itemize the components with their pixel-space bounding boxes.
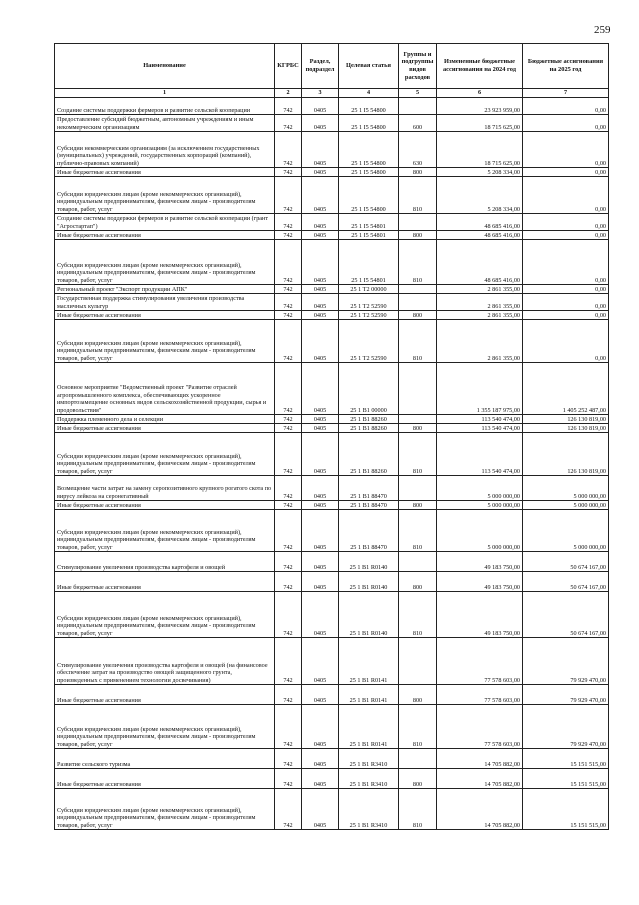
cell-target: 25 1 T2 52590 bbox=[339, 311, 399, 320]
cell-section: 0405 bbox=[302, 132, 339, 168]
cell-group bbox=[399, 363, 437, 415]
cell-section: 0405 bbox=[302, 177, 339, 214]
table-row bbox=[55, 168, 609, 177]
cell-amount-2024: 2 861 355,00 bbox=[437, 285, 523, 294]
cell-name: Иные бюджетные ассигнования bbox=[55, 501, 275, 510]
cell-target: 25 1 B1 R0140 bbox=[339, 552, 399, 572]
cell-amount-2025: 15 151 515,00 bbox=[523, 769, 609, 789]
cell-section: 0405 bbox=[302, 789, 339, 830]
cell-name: Государственная поддержка стимулирования увеличения производства масличных культур bbox=[55, 294, 275, 311]
cell-kgrbs: 742 bbox=[275, 214, 302, 231]
cell-group: 810 bbox=[399, 320, 437, 363]
cell-amount-2025: 0,00 bbox=[523, 231, 609, 240]
cell-kgrbs: 742 bbox=[275, 363, 302, 415]
header-2024: Измененные бюджетные ассигнования на 2024 год bbox=[437, 44, 523, 89]
cell-amount-2025: 0,00 bbox=[523, 132, 609, 168]
cell-section: 0405 bbox=[302, 214, 339, 231]
cell-name: Поддержка племенного дела и селекции bbox=[55, 415, 275, 424]
cell-amount-2025: 0,00 bbox=[523, 168, 609, 177]
cell-amount-2025: 0,00 bbox=[523, 214, 609, 231]
cell-section: 0405 bbox=[302, 311, 339, 320]
cell-group: 810 bbox=[399, 705, 437, 749]
cell-target: 25 1 B1 R0141 bbox=[339, 638, 399, 685]
cell-amount-2024: 113 540 474,00 bbox=[437, 424, 523, 433]
cell-section: 0405 bbox=[302, 115, 339, 132]
cell-section: 0405 bbox=[302, 572, 339, 592]
table-body bbox=[55, 98, 609, 830]
cell-name: Субсидии юридическим лицам (кроме некоммерческих организаций), индивидуальным предпринимателям, физическим лицам - производителям товаров, работ, услуг bbox=[55, 240, 275, 285]
cell-section: 0405 bbox=[302, 285, 339, 294]
cell-kgrbs: 742 bbox=[275, 294, 302, 311]
cell-amount-2024: 49 183 750,00 bbox=[437, 592, 523, 638]
cell-amount-2025: 50 674 167,00 bbox=[523, 552, 609, 572]
table-row bbox=[55, 501, 609, 510]
table-row bbox=[55, 638, 609, 685]
cell-amount-2024: 113 540 474,00 bbox=[437, 433, 523, 476]
cell-target: 25 1 I5 54801 bbox=[339, 240, 399, 285]
cell-amount-2024: 48 685 416,00 bbox=[437, 214, 523, 231]
cell-section: 0405 bbox=[302, 501, 339, 510]
cell-name: Возмещение части затрат на замену серопозитивного крупного рогатого скота по вирусу лейкоза на серонегативный bbox=[55, 476, 275, 501]
cell-group: 810 bbox=[399, 433, 437, 476]
cell-kgrbs: 742 bbox=[275, 476, 302, 501]
cell-kgrbs: 742 bbox=[275, 98, 302, 115]
cell-target: 25 1 B1 88470 bbox=[339, 476, 399, 501]
cell-amount-2024: 23 923 959,00 bbox=[437, 98, 523, 115]
cell-amount-2024: 14 705 882,00 bbox=[437, 789, 523, 830]
cell-name: Создание системы поддержки фермеров и развитие сельской кооперации bbox=[55, 98, 275, 115]
table-row bbox=[55, 98, 609, 115]
cell-amount-2025: 5 000 000,00 bbox=[523, 476, 609, 501]
table-row bbox=[55, 363, 609, 415]
table-row bbox=[55, 115, 609, 132]
cell-amount-2024: 5 208 334,00 bbox=[437, 177, 523, 214]
table-row bbox=[55, 592, 609, 638]
cell-section: 0405 bbox=[302, 685, 339, 705]
cell-amount-2025: 126 130 819,00 bbox=[523, 424, 609, 433]
cell-name: Субсидии юридическим лицам (кроме некоммерческих организаций), индивидуальным предпринимателям, физическим лицам - производителям товаров, работ, услуг bbox=[55, 320, 275, 363]
cell-kgrbs: 742 bbox=[275, 592, 302, 638]
cell-target: 25 1 I5 54800 bbox=[339, 132, 399, 168]
cell-group: 800 bbox=[399, 168, 437, 177]
cell-name: Предоставление субсидий бюджетным, автономным учреждениям и иным некоммерческим организациям bbox=[55, 115, 275, 132]
cell-target: 25 1 T2 52590 bbox=[339, 294, 399, 311]
cell-amount-2024: 18 715 625,00 bbox=[437, 132, 523, 168]
cell-amount-2024: 1 355 187 975,00 bbox=[437, 363, 523, 415]
cell-section: 0405 bbox=[302, 363, 339, 415]
table-row bbox=[55, 177, 609, 214]
cell-amount-2025: 126 130 819,00 bbox=[523, 433, 609, 476]
cell-kgrbs: 742 bbox=[275, 115, 302, 132]
table-row bbox=[55, 749, 609, 769]
cell-name: Иные бюджетные ассигнования bbox=[55, 572, 275, 592]
cell-kgrbs: 742 bbox=[275, 705, 302, 749]
column-number: 7 bbox=[523, 89, 609, 98]
cell-kgrbs: 742 bbox=[275, 769, 302, 789]
cell-group bbox=[399, 749, 437, 769]
cell-target: 25 1 B1 R3410 bbox=[339, 749, 399, 769]
cell-amount-2025: 79 929 470,00 bbox=[523, 685, 609, 705]
cell-amount-2025: 5 000 000,00 bbox=[523, 501, 609, 510]
cell-target: 25 1 B1 88260 bbox=[339, 415, 399, 424]
cell-kgrbs: 742 bbox=[275, 685, 302, 705]
cell-amount-2025: 0,00 bbox=[523, 115, 609, 132]
cell-target: 25 1 I5 54800 bbox=[339, 177, 399, 214]
cell-target: 25 1 B1 00000 bbox=[339, 363, 399, 415]
column-number: 6 bbox=[437, 89, 523, 98]
cell-kgrbs: 742 bbox=[275, 320, 302, 363]
cell-group bbox=[399, 285, 437, 294]
cell-name: Основное мероприятие "Ведомственный проект "Развитие отраслей агропромышленного комплекса, обеспечивающих ускоренное импортозамещение основных видов сельскохозяйственной продукции, сырья и продовольствия" bbox=[55, 363, 275, 415]
table-row bbox=[55, 552, 609, 572]
cell-name: Иные бюджетные ассигнования bbox=[55, 311, 275, 320]
table-row bbox=[55, 572, 609, 592]
cell-name: Субсидии юридическим лицам (кроме некоммерческих организаций), индивидуальным предпринимателям, физическим лицам - производителям товаров, работ, услуг bbox=[55, 510, 275, 552]
cell-name: Стимулирование увеличения производства картофеля и овощей (на финансовое обеспечение затрат на производство овощей защищенного грунта, произведенных с применением технологии досвечивания) bbox=[55, 638, 275, 685]
cell-kgrbs: 742 bbox=[275, 424, 302, 433]
cell-section: 0405 bbox=[302, 769, 339, 789]
cell-target: 25 1 B1 88470 bbox=[339, 510, 399, 552]
cell-group bbox=[399, 552, 437, 572]
cell-section: 0405 bbox=[302, 638, 339, 685]
cell-kgrbs: 742 bbox=[275, 231, 302, 240]
cell-group: 800 bbox=[399, 685, 437, 705]
cell-group: 800 bbox=[399, 501, 437, 510]
cell-target: 25 1 T2 52590 bbox=[339, 320, 399, 363]
cell-section: 0405 bbox=[302, 592, 339, 638]
cell-name: Иные бюджетные ассигнования bbox=[55, 769, 275, 789]
cell-kgrbs: 742 bbox=[275, 132, 302, 168]
cell-target: 25 1 B1 R0140 bbox=[339, 592, 399, 638]
cell-target: 25 1 I5 54800 bbox=[339, 98, 399, 115]
table-row bbox=[55, 476, 609, 501]
cell-name: Иные бюджетные ассигнования bbox=[55, 168, 275, 177]
table-row bbox=[55, 285, 609, 294]
header-kgrbs: КГРБС bbox=[275, 44, 302, 89]
cell-group: 800 bbox=[399, 311, 437, 320]
header-name: Наименование bbox=[55, 44, 275, 89]
cell-amount-2025: 0,00 bbox=[523, 320, 609, 363]
table-row bbox=[55, 294, 609, 311]
cell-amount-2024: 77 578 603,00 bbox=[437, 638, 523, 685]
cell-amount-2024: 49 183 750,00 bbox=[437, 552, 523, 572]
cell-section: 0405 bbox=[302, 320, 339, 363]
budget-table bbox=[54, 43, 609, 830]
cell-target: 25 1 I5 54800 bbox=[339, 115, 399, 132]
cell-kgrbs: 742 bbox=[275, 572, 302, 592]
cell-amount-2024: 77 578 603,00 bbox=[437, 685, 523, 705]
cell-amount-2025: 79 929 470,00 bbox=[523, 638, 609, 685]
cell-amount-2024: 14 705 882,00 bbox=[437, 769, 523, 789]
cell-group: 630 bbox=[399, 132, 437, 168]
column-number: 2 bbox=[275, 89, 302, 98]
cell-amount-2024: 2 861 355,00 bbox=[437, 294, 523, 311]
cell-target: 25 1 B1 R3410 bbox=[339, 769, 399, 789]
cell-group bbox=[399, 294, 437, 311]
cell-section: 0405 bbox=[302, 168, 339, 177]
cell-kgrbs: 742 bbox=[275, 311, 302, 320]
cell-name: Развитие сельского туризма bbox=[55, 749, 275, 769]
cell-target: 25 1 B1 R0141 bbox=[339, 685, 399, 705]
header-group: Группы и подгруппы видов расходов bbox=[399, 44, 437, 89]
cell-group: 800 bbox=[399, 231, 437, 240]
cell-section: 0405 bbox=[302, 415, 339, 424]
table-row bbox=[55, 320, 609, 363]
cell-amount-2025: 5 000 000,00 bbox=[523, 510, 609, 552]
cell-kgrbs: 742 bbox=[275, 240, 302, 285]
cell-amount-2025: 1 405 252 487,00 bbox=[523, 363, 609, 415]
cell-amount-2025: 50 674 167,00 bbox=[523, 592, 609, 638]
header-section: Раздел, подраздел bbox=[302, 44, 339, 89]
cell-amount-2024: 2 861 355,00 bbox=[437, 320, 523, 363]
header-2025: Бюджетные ассигнования на 2025 год bbox=[523, 44, 609, 89]
cell-amount-2024: 48 685 416,00 bbox=[437, 231, 523, 240]
cell-kgrbs: 742 bbox=[275, 510, 302, 552]
cell-section: 0405 bbox=[302, 98, 339, 115]
header-row bbox=[55, 44, 609, 89]
cell-amount-2024: 49 183 750,00 bbox=[437, 572, 523, 592]
page-number: 259 bbox=[594, 24, 611, 36]
cell-amount-2024: 2 861 355,00 bbox=[437, 311, 523, 320]
cell-section: 0405 bbox=[302, 749, 339, 769]
cell-name: Субсидии юридическим лицам (кроме некоммерческих организаций), индивидуальным предпринимателям, физическим лицам - производителям товаров, работ, услуг bbox=[55, 177, 275, 214]
table-row bbox=[55, 769, 609, 789]
cell-amount-2025: 0,00 bbox=[523, 285, 609, 294]
cell-target: 25 1 T2 00000 bbox=[339, 285, 399, 294]
cell-group: 810 bbox=[399, 510, 437, 552]
cell-amount-2025: 0,00 bbox=[523, 177, 609, 214]
cell-target: 25 1 B1 88470 bbox=[339, 501, 399, 510]
cell-name: Субсидии юридическим лицам (кроме некоммерческих организаций), индивидуальным предпринимателям, физическим лицам - производителям товаров, работ, услуг bbox=[55, 433, 275, 476]
cell-group: 810 bbox=[399, 592, 437, 638]
cell-target: 25 1 I5 54801 bbox=[339, 214, 399, 231]
cell-name: Стимулирование увеличения производства картофеля и овощей bbox=[55, 552, 275, 572]
cell-name: Субсидии некоммерческим организациям (за исключением государственных (муниципальных) учреждений, государственных корпораций (компаний), публично-правовых компаний) bbox=[55, 132, 275, 168]
cell-amount-2024: 5 208 334,00 bbox=[437, 168, 523, 177]
header-target: Целевая статья bbox=[339, 44, 399, 89]
table-row bbox=[55, 132, 609, 168]
cell-kgrbs: 742 bbox=[275, 285, 302, 294]
cell-group: 810 bbox=[399, 240, 437, 285]
cell-target: 25 1 I5 54800 bbox=[339, 168, 399, 177]
cell-group: 810 bbox=[399, 177, 437, 214]
cell-name: Создание системы поддержки фермеров и развитие сельской кооперации (грант "Агростартап") bbox=[55, 214, 275, 231]
cell-group bbox=[399, 214, 437, 231]
cell-amount-2025: 0,00 bbox=[523, 240, 609, 285]
cell-target: 25 1 B1 R0141 bbox=[339, 705, 399, 749]
cell-amount-2024: 14 705 882,00 bbox=[437, 749, 523, 769]
cell-kgrbs: 742 bbox=[275, 168, 302, 177]
cell-amount-2024: 77 578 603,00 bbox=[437, 705, 523, 749]
cell-amount-2024: 18 715 625,00 bbox=[437, 115, 523, 132]
cell-section: 0405 bbox=[302, 705, 339, 749]
column-number: 4 bbox=[339, 89, 399, 98]
cell-group bbox=[399, 638, 437, 685]
table-row bbox=[55, 510, 609, 552]
cell-name: Субсидии юридическим лицам (кроме некоммерческих организаций), индивидуальным предпринимателям, физическим лицам - производителям товаров, работ, услуг bbox=[55, 592, 275, 638]
cell-group: 810 bbox=[399, 789, 437, 830]
cell-amount-2025: 79 929 470,00 bbox=[523, 705, 609, 749]
cell-name: Иные бюджетные ассигнования bbox=[55, 231, 275, 240]
table-row bbox=[55, 433, 609, 476]
cell-section: 0405 bbox=[302, 231, 339, 240]
cell-group: 800 bbox=[399, 424, 437, 433]
cell-kgrbs: 742 bbox=[275, 638, 302, 685]
table-row bbox=[55, 685, 609, 705]
cell-kgrbs: 742 bbox=[275, 749, 302, 769]
cell-amount-2024: 5 000 000,00 bbox=[437, 476, 523, 501]
cell-group: 800 bbox=[399, 572, 437, 592]
cell-target: 25 1 I5 54801 bbox=[339, 231, 399, 240]
cell-amount-2024: 5 000 000,00 bbox=[437, 510, 523, 552]
cell-group bbox=[399, 415, 437, 424]
cell-kgrbs: 742 bbox=[275, 415, 302, 424]
column-number: 1 bbox=[55, 89, 275, 98]
cell-section: 0405 bbox=[302, 433, 339, 476]
cell-name: Региональный проект "Экспорт продукции АПК" bbox=[55, 285, 275, 294]
cell-amount-2024: 5 000 000,00 bbox=[437, 501, 523, 510]
cell-kgrbs: 742 bbox=[275, 552, 302, 572]
cell-amount-2025: 15 151 515,00 bbox=[523, 789, 609, 830]
cell-group bbox=[399, 98, 437, 115]
cell-kgrbs: 742 bbox=[275, 501, 302, 510]
column-number: 3 bbox=[302, 89, 339, 98]
cell-target: 25 1 B1 R3410 bbox=[339, 789, 399, 830]
column-number-row bbox=[55, 89, 609, 98]
cell-section: 0405 bbox=[302, 424, 339, 433]
table-row bbox=[55, 240, 609, 285]
cell-kgrbs: 742 bbox=[275, 789, 302, 830]
cell-amount-2024: 48 685 416,00 bbox=[437, 240, 523, 285]
table-row bbox=[55, 415, 609, 424]
cell-kgrbs: 742 bbox=[275, 177, 302, 214]
cell-target: 25 1 B1 88260 bbox=[339, 433, 399, 476]
cell-amount-2025: 126 130 819,00 bbox=[523, 415, 609, 424]
cell-name: Субсидии юридическим лицам (кроме некоммерческих организаций), индивидуальным предпринимателям, физическим лицам - производителям товаров, работ, услуг bbox=[55, 789, 275, 830]
cell-amount-2025: 0,00 bbox=[523, 294, 609, 311]
table-row bbox=[55, 231, 609, 240]
cell-kgrbs: 742 bbox=[275, 433, 302, 476]
cell-amount-2025: 0,00 bbox=[523, 311, 609, 320]
cell-group: 600 bbox=[399, 115, 437, 132]
cell-section: 0405 bbox=[302, 510, 339, 552]
table-row bbox=[55, 705, 609, 749]
table-row bbox=[55, 789, 609, 830]
cell-target: 25 1 B1 R0140 bbox=[339, 572, 399, 592]
cell-name: Иные бюджетные ассигнования bbox=[55, 424, 275, 433]
table-row bbox=[55, 214, 609, 231]
cell-amount-2025: 0,00 bbox=[523, 98, 609, 115]
cell-amount-2025: 15 151 515,00 bbox=[523, 749, 609, 769]
cell-group: 800 bbox=[399, 769, 437, 789]
cell-section: 0405 bbox=[302, 552, 339, 572]
cell-section: 0405 bbox=[302, 476, 339, 501]
cell-name: Иные бюджетные ассигнования bbox=[55, 685, 275, 705]
column-number: 5 bbox=[399, 89, 437, 98]
cell-amount-2025: 50 674 167,00 bbox=[523, 572, 609, 592]
budget-table-container bbox=[54, 43, 608, 830]
cell-group bbox=[399, 476, 437, 501]
cell-name: Субсидии юридическим лицам (кроме некоммерческих организаций), индивидуальным предпринимателям, физическим лицам - производителям товаров, работ, услуг bbox=[55, 705, 275, 749]
cell-amount-2024: 113 540 474,00 bbox=[437, 415, 523, 424]
cell-section: 0405 bbox=[302, 294, 339, 311]
cell-target: 25 1 B1 88260 bbox=[339, 424, 399, 433]
table-row bbox=[55, 424, 609, 433]
table-row bbox=[55, 311, 609, 320]
cell-section: 0405 bbox=[302, 240, 339, 285]
